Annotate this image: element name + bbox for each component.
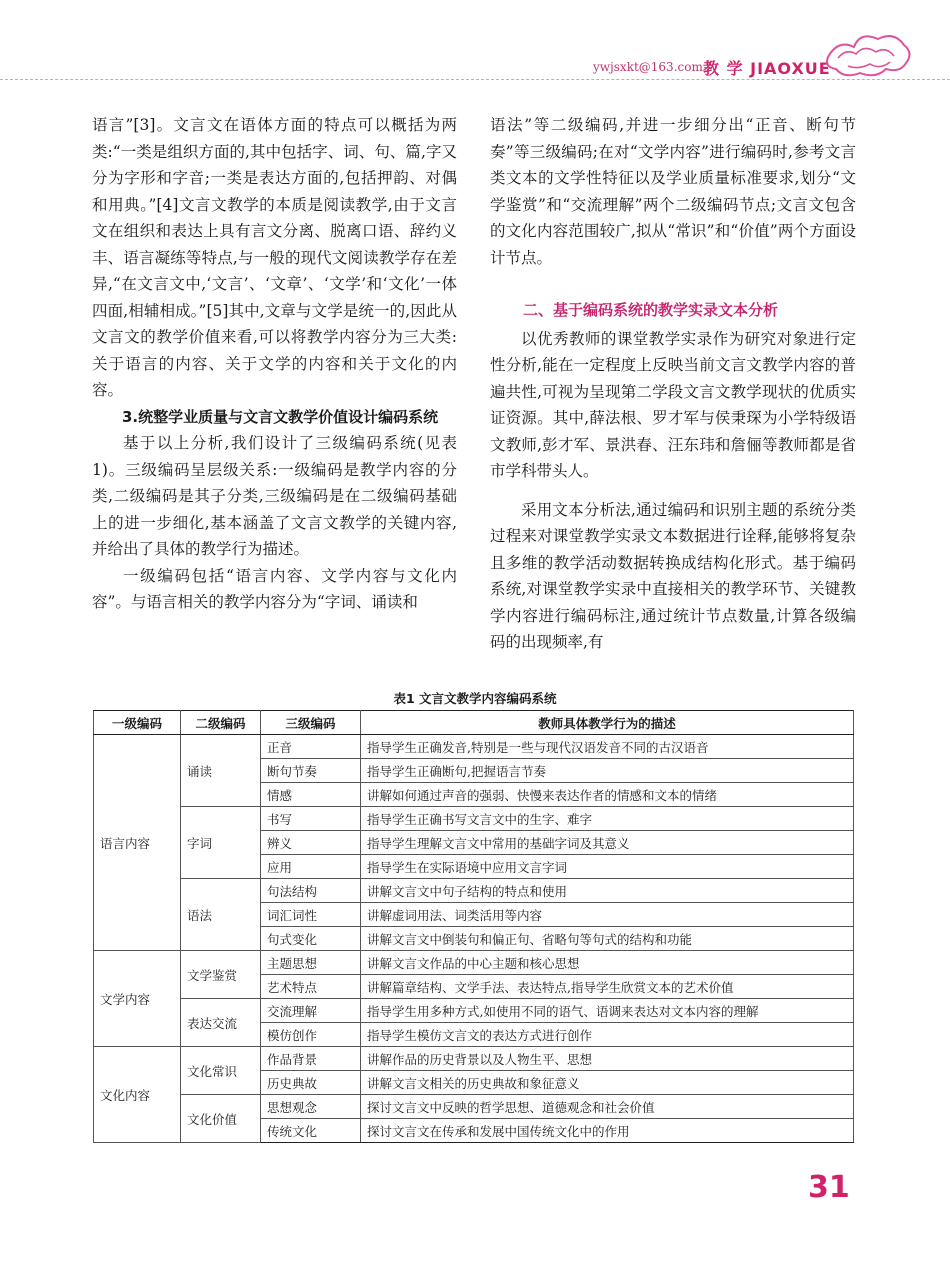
- table-row: [94, 879, 854, 903]
- level3-cell: 历史典故: [261, 1071, 361, 1095]
- cloud-decoration-icon: [818, 22, 918, 82]
- level3-cell: 正音: [261, 735, 361, 759]
- description-cell: 讲解文言文相关的历史典故和象征意义: [361, 1071, 854, 1095]
- table-body: [94, 735, 854, 1143]
- paragraph: 以优秀教师的课堂教学实录作为研究对象进行定性分析,能在一定程度上反映当前文言文教学内容的普遍共性,可视为呈现第二学段文言文教学现状的优质实证资源。其中,薛法根、罗才军与侯秉琛为小学特级语文教师,彭才军、景洪春、汪东玮和詹俪等教师都是省市学科带头人。: [490, 329, 856, 480]
- description-cell: 讲解作品的历史背景以及人物生平、思想: [361, 1047, 854, 1071]
- level1-cell: 文学内容: [94, 951, 181, 1047]
- table-row: [94, 1095, 854, 1119]
- level3-cell: 主题思想: [261, 951, 361, 975]
- description-cell: 指导学生用多种方式,如使用不同的语气、语调来表达对文本内容的理解: [361, 999, 854, 1023]
- description-cell: 指导学生正确书写文言文中的生字、难字: [361, 807, 854, 831]
- table-header-row: [94, 711, 854, 735]
- level1-cell: 文化内容: [94, 1047, 181, 1143]
- description-cell: 指导学生正确断句,把握语言节奏: [361, 759, 854, 783]
- level2-cell: 诵读: [181, 735, 261, 807]
- header-cell: 一级编码: [94, 711, 181, 735]
- description-cell: 指导学生在实际语境中应用文言字词: [361, 855, 854, 879]
- header-cell: 二级编码: [181, 711, 261, 735]
- level3-cell: 应用: [261, 855, 361, 879]
- level2-cell: 字词: [181, 807, 261, 879]
- level1-cell: 语言内容: [94, 735, 181, 951]
- subsection-heading: 3.统整学业质量与文言文教学价值设计编码系统: [122, 407, 439, 426]
- description-cell: 讲解虚词用法、词类活用等内容: [361, 903, 854, 927]
- level3-cell: 传统文化: [261, 1119, 361, 1143]
- left-column: [92, 112, 457, 616]
- level2-cell: 文化价值: [181, 1095, 261, 1143]
- description-cell: 指导学生正确发音,特别是一些与现代汉语发音不同的古汉语音: [361, 735, 854, 759]
- table-row: [94, 807, 854, 831]
- paragraph: 基于以上分析,我们设计了三级编码系统(见表1)。三级编码呈层级关系:一级编码是教学内容的分类,二级编码是其子分类,三级编码是在二级编码基础上的进一步细化,基本涵盖了文言文教学的关键内容,并给出了具体的教学行为描述。: [92, 434, 457, 558]
- level3-cell: 思想观念: [261, 1095, 361, 1119]
- description-cell: 探讨文言文中反映的哲学思想、道德观念和社会价值: [361, 1095, 854, 1119]
- level3-cell: 交流理解: [261, 999, 361, 1023]
- description-cell: 讲解文言文中倒装句和偏正句、省略句等句式的结构和功能: [361, 927, 854, 951]
- level3-cell: 书写: [261, 807, 361, 831]
- table-row: [94, 1047, 854, 1071]
- description-cell: 讲解文言文中句子结构的特点和使用: [361, 879, 854, 903]
- header-cell: 教师具体教学行为的描述: [361, 711, 854, 735]
- level3-cell: 模仿创作: [261, 1023, 361, 1047]
- paragraph: 语法”等二级编码,并进一步细分出“正音、断句节奏”等三级编码;在对“文学内容”进行编码时,参考文言类文本的文学性特征以及学业质量标准要求,划分“文学鉴赏”和“交流理解”两个二级编码节点;文言文包含的文化内容范围较广,拟从“常识”和“价值”两个方面设计节点。: [490, 116, 856, 267]
- description-cell: 讲解如何通过声音的强弱、快慢来表达作者的情感和文本的情绪: [361, 783, 854, 807]
- table-row: [94, 951, 854, 975]
- level3-cell: 情感: [261, 783, 361, 807]
- description-cell: 指导学生模仿文言文的表达方式进行创作: [361, 1023, 854, 1047]
- level2-cell: 文学鉴赏: [181, 951, 261, 999]
- section-heading: 二、基于编码系统的教学实录文本分析: [523, 301, 779, 319]
- level2-cell: 语法: [181, 879, 261, 951]
- level3-cell: 辨义: [261, 831, 361, 855]
- paragraph: 语言”[3]。文言文在语体方面的特点可以概括为两类:“一类是组织方面的,其中包括字、词、句、篇,字又分为字形和字音;一类是表达方面的,包括押韵、对偶和用典。”[4]文言文教学的本质是阅读教学,由于文言文在组织和表达上具有言文分离、脱离口语、辞约义丰、语言凝练等特点,与一般的现代文阅读教学存在差异,“在文言文中,‘文言’、‘文章’、‘文学’和‘文化’一体四面,相辅相成。”[5]其中,文章与文学是统一的,因此从文言文的教学价值来看,可以将教学内容分为三大类:关于语言的内容、关于文学的内容和关于文化的内容。: [92, 116, 457, 399]
- description-cell: 讲解文言文作品的中心主题和核心思想: [361, 951, 854, 975]
- journal-logo: 教 学 JIAOXUE: [703, 59, 831, 78]
- level3-cell: 词汇词性: [261, 903, 361, 927]
- level2-cell: 表达交流: [181, 999, 261, 1047]
- coding-table: [93, 710, 854, 1143]
- paragraph: 一级编码包括“语言内容、文学内容与文化内容”。与语言相关的教学内容分为“字词、诵读和: [92, 566, 457, 611]
- level2-cell: 文化常识: [181, 1047, 261, 1095]
- header-email: ywjsxkt@163.com: [593, 60, 703, 74]
- header-rule: [0, 79, 950, 80]
- level3-cell: 断句节奏: [261, 759, 361, 783]
- header-cell: 三级编码: [261, 711, 361, 735]
- description-cell: 讲解篇章结构、文学手法、表达特点,指导学生欣赏文本的艺术价值: [361, 975, 854, 999]
- level3-cell: 句式变化: [261, 927, 361, 951]
- table-caption: 表1 文言文教学内容编码系统: [393, 691, 557, 706]
- description-cell: 指导学生理解文言文中常用的基础字词及其意义: [361, 831, 854, 855]
- right-column: [490, 112, 856, 656]
- table-row: [94, 999, 854, 1023]
- paragraph: 采用文本分析法,通过编码和识别主题的系统分类过程来对课堂教学实录文本数据进行诠释,能够将复杂且多维的教学活动数据转换成结构化形式。基于编码系统,对课堂教学实录中直接相关的教学环节、关键教学内容进行编码标注,通过统计节点数量,计算各级编码的出现频率,有: [490, 500, 856, 651]
- level3-cell: 艺术特点: [261, 975, 361, 999]
- table-row: [94, 735, 854, 759]
- description-cell: 探讨文言文在传承和发展中国传统文化中的作用: [361, 1119, 854, 1143]
- level3-cell: 作品背景: [261, 1047, 361, 1071]
- level3-cell: 句法结构: [261, 879, 361, 903]
- page-number: 31: [808, 1170, 850, 1205]
